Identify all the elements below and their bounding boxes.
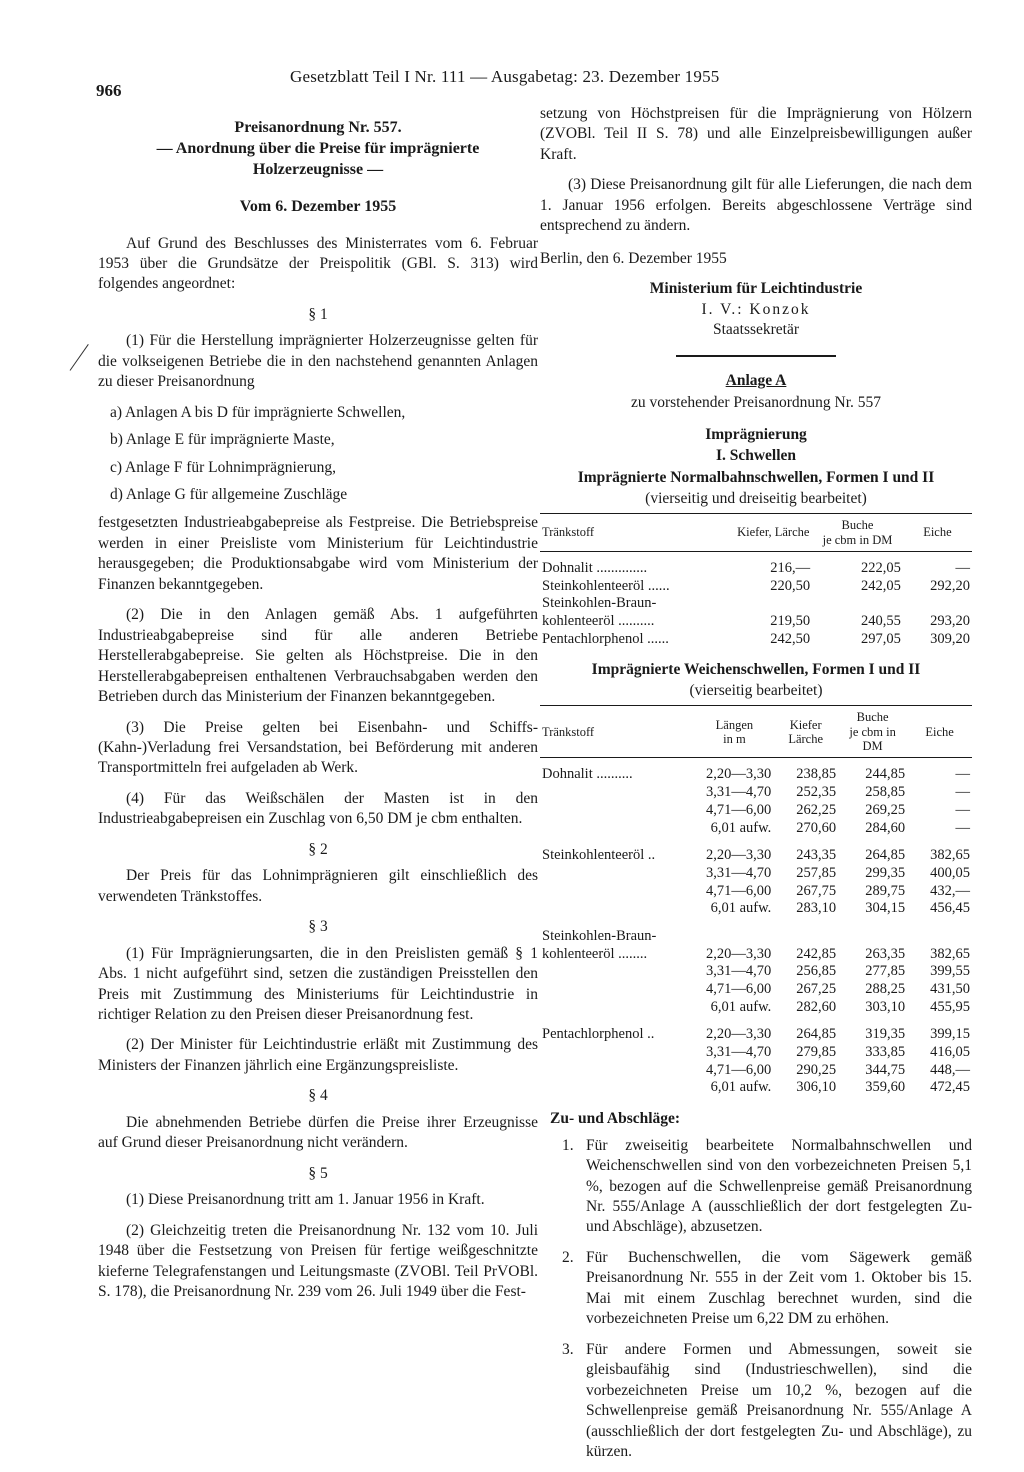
section-3-para-2: (2) Der Minister für Leichtindustrie erläßt mit Zustimmung des Ministers der Finanzen jährlich eine Ergänzungspreisliste. — [98, 1036, 538, 1074]
table-cell: 244,85 — [865, 766, 906, 783]
table-cell — [540, 820, 696, 838]
table-cell: 290,25 — [796, 1061, 837, 1078]
table-cell: 297,05 — [860, 630, 901, 647]
table-cell: 219,50 — [770, 613, 811, 630]
section-4-heading: § 4 — [308, 1087, 328, 1105]
table-cell — [540, 963, 696, 981]
table-1-body — [540, 552, 972, 649]
table-cell: 2,20—3,30 — [706, 945, 772, 962]
table-cell: 292,20 — [930, 577, 970, 594]
table-cell: 264,85 — [796, 1026, 837, 1043]
table-row — [540, 999, 972, 1017]
surcharge-text: Für Buchenschwellen, die vom Sägewerk gemäß Preisanordnung Nr. 555 in der Zeit vom 1. Oktober bis 15. Mai mit einem Zuschlag berechnet wurden, sind die vorbezeichneten Preise um 6,22 DM zu erhöhen. — [586, 1248, 972, 1328]
surcharges-heading: Zu- und Abschläge: — [550, 1110, 681, 1128]
table-cell: 4,71—6,00 — [706, 1061, 772, 1078]
price-table-normal-sleepers — [540, 513, 972, 648]
section-2-heading: § 2 — [308, 840, 328, 858]
ministry-name: Ministerium für Leichtindustrie — [649, 280, 863, 298]
table-cell: 6,01 aufw. — [710, 900, 772, 917]
annex-list-item: a) Anlagen A bis D für imprägnierte Schwellen, — [110, 403, 406, 421]
section-3-para-1: (1) Für Imprägnierungsarten, die in den Preislisten gemäß § 1 Abs. 1 nicht aufgeführt sind, setzen die zuständigen Preisstellen den Preis mit Zustimmung des Ministeriums für Leichtindustrie in richtiger Relation zu den Preisen dieser Preisanordnung fest. — [98, 944, 538, 1023]
table-cell: 220,50 — [770, 577, 811, 594]
section-4-para-1: Die abnehmenden Betriebe dürfen die Preise ihrer Erzeugnisse auf Grund dieser Preisanordnung nicht verändern. — [98, 1113, 538, 1152]
left-column — [98, 118, 538, 1312]
table-row — [540, 963, 972, 981]
table-cell: — — [955, 784, 970, 801]
table-row — [540, 613, 972, 631]
table-cell — [903, 595, 972, 613]
table-header-row — [540, 706, 972, 758]
table-row — [540, 900, 972, 918]
table-cell: 243,35 — [796, 847, 837, 864]
table-cell: 240,55 — [860, 613, 901, 630]
annex-list-item: d) Anlage G für allgemeine Zuschläge — [110, 486, 348, 504]
table-cell: Dohnalit .............. — [542, 560, 648, 576]
table-cell: 258,85 — [865, 784, 906, 801]
table-cell: 293,20 — [930, 613, 970, 630]
table-cell — [540, 883, 696, 901]
table-header-row — [540, 514, 972, 552]
table-cell: 2,20—3,30 — [706, 847, 772, 864]
table-cell: Steinkohlenteeröl .. — [542, 847, 656, 864]
table-row — [540, 578, 972, 596]
th-length-label: Längen — [715, 717, 754, 732]
th-beech-label: Buche — [856, 710, 889, 725]
annex-list — [110, 403, 538, 506]
table-cell: 472,45 — [930, 1079, 970, 1096]
table-cell: Dohnalit .......... — [542, 766, 633, 783]
table-cell — [540, 1044, 696, 1062]
intro-paragraph: Auf Grund des Beschlusses des Ministerrates vom 6. Februar 1953 über die Grundsätze der Preispolitik (GBl. S. 313) wird folgendes angeordnet: — [98, 234, 538, 293]
table-cell: 448,— — [930, 1061, 970, 1078]
table-cell: 6,01 aufw. — [710, 819, 772, 836]
th-agent: Tränkstoff — [542, 525, 595, 540]
table-row — [540, 802, 972, 820]
table-row — [540, 758, 972, 784]
table-cell: 238,85 — [796, 766, 837, 783]
table-cell: 3,31—4,70 — [706, 1044, 772, 1061]
section-1-para-2: (2) Die in den Anlagen gemäß Abs. 1 aufgeführten Industrieabgabepreise sind für alle anderen Betriebe Herstellerabgabepreise. Sie gelten als Höchstpreise. Die in den Herstellerabgabepreisen enthaltenen Verbrauchsabgaben werden den Betrieben durch das Ministerium der Finanzen bekanntgegeben. — [98, 606, 538, 706]
table-cell: 270,60 — [796, 819, 837, 836]
impregnation-heading: Imprägnierung — [705, 426, 807, 444]
table-cell: 382,65 — [930, 945, 970, 962]
table-cell: 277,85 — [865, 963, 906, 980]
table-cell: 257,85 — [796, 864, 837, 881]
table-cell: Pentachlorphenol .. — [542, 1026, 655, 1043]
table-1-subtitle: (vierseitig und dreiseitig bearbeitet) — [645, 489, 867, 507]
table-cell: 6,01 aufw. — [710, 1079, 772, 1096]
table-cell: 3,31—4,70 — [706, 963, 772, 980]
table-cell: 431,50 — [930, 981, 970, 998]
table-cell: 416,05 — [930, 1044, 970, 1061]
table-row — [540, 552, 972, 578]
table-cell: Pentachlorphenol ...... — [542, 630, 669, 647]
table-cell — [540, 865, 696, 883]
table-row — [540, 946, 972, 964]
th-pine-label: Kiefer — [789, 717, 822, 732]
table-cell: kohlenteeröl ........ — [542, 945, 648, 962]
th-unit: je cbm in DM — [822, 532, 893, 547]
section-1-para-1: (1) Für die Herstellung imprägnierter Holzerzeugnisse gelten für die volkseigenen Betriebe die in den nachstehend genannten Anlagen zu dieser Preisanordnung — [98, 332, 538, 391]
th-length-unit: in m — [723, 731, 746, 746]
table-row — [540, 1079, 972, 1097]
table-cell — [540, 900, 696, 918]
surcharge-number: 2. — [562, 1248, 574, 1266]
table-cell: 3,31—4,70 — [706, 864, 772, 881]
table-cell — [540, 802, 696, 820]
section-3-heading: § 3 — [308, 918, 328, 936]
section-5-para-3: (3) Diese Preisanordnung gilt für alle Lieferungen, die nach dem 1. Januar 1956 erfolgen. Bereits abgeschlossene Verträge sind entsprechend zu ändern. — [540, 176, 972, 235]
table-row — [540, 1044, 972, 1062]
ordinance-date: Vom 6. Dezember 1955 — [239, 198, 397, 216]
table-cell: 216,— — [770, 560, 811, 576]
table-cell: 456,45 — [930, 900, 970, 917]
table-cell: 3,31—4,70 — [706, 784, 772, 801]
table-cell: 284,60 — [865, 819, 906, 836]
table-cell: 303,10 — [865, 998, 906, 1015]
th-oak: Eiche — [925, 724, 954, 739]
page-number: 966 — [96, 81, 122, 100]
table-row — [540, 1062, 972, 1080]
surcharge-number: 3. — [562, 1340, 574, 1358]
table-row — [540, 631, 972, 649]
annex-heading: Anlage A — [725, 371, 787, 389]
table-cell: 264,85 — [865, 847, 906, 864]
table-cell: 299,35 — [865, 864, 906, 881]
table-row — [540, 820, 972, 838]
table-cell: 242,05 — [860, 577, 901, 594]
table-cell: 306,10 — [796, 1079, 837, 1096]
table-cell: Steinkohlenteeröl ...... — [542, 577, 670, 594]
th-beech-label: Buche — [841, 518, 874, 533]
table-cell: 319,35 — [865, 1026, 906, 1043]
surcharge-item — [540, 1340, 972, 1463]
section-1-para-3: (3) Die Preise gelten bei Eisenbahn- und Schiffs-(Kahn-)Verladung frei Versandstation, bei Beförderung mit anderen Transportmitteln frei aufgeladen ab Werk. — [98, 718, 538, 777]
table-row — [540, 837, 972, 865]
table-cell: — — [955, 801, 970, 818]
signer-name: I. V.: Konzok — [701, 300, 811, 318]
table-1-title: Imprägnierte Normalbahnschwellen, Formen I und II — [577, 469, 935, 487]
table-cell: 309,20 — [930, 630, 970, 647]
table-cell: 269,25 — [865, 801, 906, 818]
table-row — [540, 595, 972, 613]
section-1-heading: § 1 — [308, 305, 328, 323]
table-row — [540, 981, 972, 999]
table-cell — [540, 1062, 696, 1080]
annex-subheading: zu vorstehender Preisanordnung Nr. 557 — [630, 393, 882, 411]
section-1-para-1-cont: festgesetzten Industrieabgabepreise als Festpreise. Die Betriebspreise werden in einer Preisliste vom Ministerium für Leichtindustrie herausgegeben; die Produktionsabgabe wird vom Ministerium der Finanzen bekanntgegeben. — [98, 514, 538, 593]
table-2-body — [540, 758, 972, 1097]
table-cell: 333,85 — [865, 1044, 906, 1061]
table-2-title: Imprägnierte Weichenschwellen, Formen I und II — [591, 661, 921, 679]
table-cell — [812, 595, 903, 613]
table-cell: 279,85 — [796, 1044, 837, 1061]
th-unit: je cbm in DM — [849, 724, 896, 754]
table-cell: 267,25 — [796, 981, 837, 998]
signer-title: Staatssekretär — [712, 321, 800, 339]
table-cell: 242,85 — [796, 945, 837, 962]
table-row — [540, 784, 972, 802]
table-cell: 2,20—3,30 — [706, 766, 772, 783]
ordinance-subtitle-2: Holzerzeugnisse — — [252, 160, 384, 178]
margin-mark — [70, 344, 89, 371]
section-5-para-1: (1) Diese Preisanordnung tritt am 1. Januar 1956 in Kraft. — [126, 1191, 485, 1209]
table-cell: 399,15 — [930, 1026, 970, 1043]
right-column — [540, 104, 972, 1472]
section-5-para-2: (2) Gleichzeitig treten die Preisanordnung Nr. 132 vom 10. Juli 1948 über die Festsetzung von Preisen für fertige weißgeschnitzte kieferne Telegrafenstangen und Leitungsmaste (ZVOBl. Teil PrVOBl. S. 178), die Preisanordnung Nr. 239 vom 26. Juli 1949 über die Fest- — [98, 1221, 538, 1300]
table-cell: 252,35 — [796, 784, 837, 801]
th-beech — [812, 514, 903, 552]
title-block — [98, 118, 538, 180]
section-2-para-1: Der Preis für das Lohnimprägnieren gilt einschließlich des verwendeten Tränkstoffes. — [98, 867, 538, 905]
ordinance-subtitle-1: — Anordnung über die Preise für imprägnierte — [156, 139, 480, 157]
th-beech — [838, 706, 907, 758]
th-larch-label: Lärche — [788, 731, 824, 746]
table-cell: 288,25 — [865, 981, 906, 998]
surcharge-text: Für andere Formen und Abmessungen, soweit sie gleisbaufähig sind (Industrieschwellen), sind die vorbezeichneten Preise um 10,2 %, bezogen auf die Schwellenpreise gemäß Preisanordnung Nr. 555/Anlage A (ausschließlich der dort festgelegten Zu- und Abschläge), zu kürzen. — [586, 1340, 972, 1460]
table-cell: — — [955, 819, 970, 836]
section-1-para-4: (4) Für das Weißschälen der Masten ist in den Industrieabgabepreisen ein Zuschlag von 6,50 DM je cbm enthalten. — [98, 789, 538, 828]
th-pine: Kiefer, Lärche — [737, 525, 810, 540]
table-cell: 382,65 — [930, 847, 970, 864]
table-cell — [540, 999, 696, 1017]
table-cell — [734, 595, 812, 613]
table-cell: 304,15 — [865, 900, 906, 917]
divider — [676, 355, 836, 357]
price-table-switch-sleepers — [540, 705, 972, 1097]
th-pine — [773, 706, 838, 758]
table-cell: 6,01 aufw. — [710, 998, 772, 1015]
annex-list-item: c) Anlage F für Lohnimprägnierung, — [110, 458, 336, 476]
table-2-subtitle: (vierseitig bearbeitet) — [689, 681, 823, 699]
table-cell: — — [955, 560, 970, 576]
section-5-heading: § 5 — [308, 1164, 328, 1182]
table-cell: 2,20—3,30 — [706, 1026, 772, 1043]
table-cell: 283,10 — [796, 900, 837, 917]
surcharge-text: Für zweiseitig bearbeitete Normalbahnschwellen und Weichenschwellen sind von den vorbezeichneten Preisen 5,1 %, bezogen auf die Schwellenpreise gemäß Preisanordnung Nr. 555/Anlage A (ausschließlich der dort festgelegten Zu- und Abschläge), abzusetzen. — [586, 1136, 972, 1236]
table-cell: 344,75 — [865, 1061, 906, 1078]
running-head: Gesetzblatt Teil I Nr. 111 — Ausgabetag: 23. Dezember 1955 — [290, 67, 720, 86]
surcharge-number: 1. — [562, 1136, 574, 1154]
table-cell: 432,— — [930, 882, 970, 899]
th-oak: Eiche — [923, 525, 952, 540]
table-cell: 222,05 — [860, 560, 901, 576]
table-cell: Steinkohlen-Braun- — [542, 927, 657, 944]
surcharge-item — [540, 1248, 972, 1330]
table-cell: 282,60 — [796, 998, 837, 1015]
table-cell — [540, 981, 696, 999]
table-cell — [540, 1079, 696, 1097]
table-cell: 4,71—6,00 — [706, 882, 772, 899]
table-cell: — — [955, 766, 970, 783]
table-cell: kohlenteeröl .......... — [542, 613, 655, 630]
surcharges-list — [540, 1136, 972, 1463]
sleepers-heading: I. Schwellen — [715, 446, 797, 464]
table-cell: 399,55 — [930, 963, 970, 980]
table-cell: 289,75 — [865, 882, 906, 899]
table-cell: 267,75 — [796, 882, 837, 899]
surcharge-item — [540, 1136, 972, 1238]
table-cell: 4,71—6,00 — [706, 801, 772, 818]
place-date: Berlin, den 6. Dezember 1955 — [540, 249, 727, 267]
table-cell: 400,05 — [930, 864, 970, 881]
table-cell: 256,85 — [796, 963, 837, 980]
table-row — [540, 883, 972, 901]
table-cell — [540, 784, 696, 802]
th-length — [696, 706, 774, 758]
table-row — [540, 1016, 972, 1044]
table-cell: 359,60 — [865, 1079, 906, 1096]
table-cell: 4,71—6,00 — [706, 981, 772, 998]
table-cell: 455,95 — [930, 998, 970, 1015]
table-cell: 262,25 — [796, 801, 837, 818]
annex-list-item: b) Anlage E für imprägnierte Maste, — [110, 431, 335, 449]
table-cell: 242,50 — [770, 630, 811, 647]
table-row — [540, 865, 972, 883]
table-cell: Steinkohlen-Braun- — [542, 595, 657, 612]
ordinance-title: Preisanordnung Nr. 557. — [234, 119, 402, 136]
th-agent: Tränkstoff — [542, 724, 595, 739]
section-5-para-2-cont: setzung von Höchstpreisen für die Imprägnierung von Hölzern (ZVOBl. Teil II S. 78) und alle Einzelpreisbewilligungen außer Kraft. — [540, 105, 972, 163]
table-row — [540, 918, 972, 946]
table-cell: 263,35 — [865, 945, 906, 962]
